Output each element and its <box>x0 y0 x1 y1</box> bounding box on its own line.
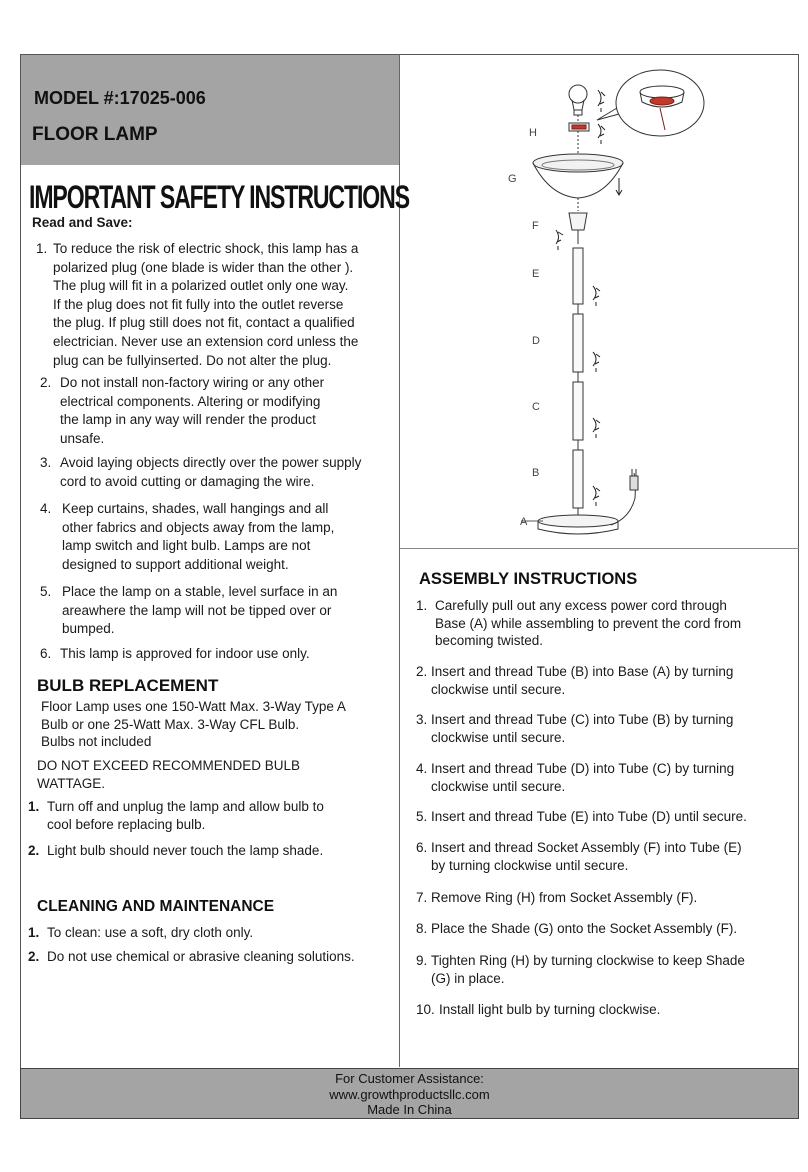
item-line: Turn off and unplug the lamp and allow bulb to <box>47 799 324 814</box>
safety-item <box>40 583 390 639</box>
step-line: clockwise until secure. <box>431 729 566 745</box>
desc-line: Bulbs not included <box>41 734 152 749</box>
tube-c-icon <box>573 382 583 440</box>
assembly-step <box>416 920 786 938</box>
item-line: electrician. Never use an extension cord unless the <box>53 333 359 349</box>
desc-line: Bulb or one 25-Watt Max. 3-Way CFL Bulb. <box>41 716 300 732</box>
item-line: unsafe. <box>60 430 105 446</box>
assembly-heading: ASSEMBLY INSTRUCTIONS <box>419 570 638 588</box>
step-number: 3. <box>416 712 428 727</box>
item-line: To reduce the risk of electric shock, this lamp has a <box>53 241 359 256</box>
item-line: This lamp is approved for indoor use only. <box>60 646 310 661</box>
part-label-a: A <box>520 516 528 528</box>
desc-line: Floor Lamp uses one 150-Watt Max. 3-Way Type A <box>41 699 346 714</box>
assembly-step <box>416 663 786 698</box>
step-line: Base (A) while assembling to prevent the cord from <box>435 615 742 631</box>
item-number: 6. <box>40 646 52 661</box>
step-line: Insert and thread Tube (E) into Tube (D) until secure. <box>431 809 747 824</box>
rotate-arrow-icon <box>598 90 605 112</box>
step-number: 10. <box>416 1002 435 1017</box>
step-number: 8. <box>416 921 428 936</box>
item-line: other fabrics and objects away from the lamp, <box>62 519 335 535</box>
assembly-step <box>416 760 786 795</box>
item-line: electrical components. Altering or modifying <box>60 393 321 409</box>
bulb-description <box>41 698 391 751</box>
item-number: 2. <box>40 375 52 390</box>
item-line: cool before replacing bulb. <box>47 816 206 832</box>
item-line: To clean: use a soft, dry cloth only. <box>47 925 254 940</box>
step-number: 6. <box>416 840 428 855</box>
assembly-step <box>416 839 786 874</box>
footer-assistance: For Customer Assistance: <box>335 1071 484 1086</box>
step-line: Insert and thread Socket Assembly (F) into Tube (E) <box>431 840 742 855</box>
step-number: 7. <box>416 890 428 905</box>
part-label-c: C <box>532 401 540 413</box>
plug-icon <box>630 469 638 490</box>
safety-title: IMPORTANT SAFETY INSTRUCTIONS <box>29 179 409 215</box>
step-line: Tighten Ring (H) by turning clockwise to keep Shade <box>431 953 745 968</box>
rotate-arrow-icon <box>556 230 563 250</box>
step-number: 1. <box>416 598 428 613</box>
part-label-e: E <box>532 268 540 280</box>
ring-h-icon <box>569 123 589 131</box>
step-number: 2. <box>416 664 428 679</box>
item-number: 1. <box>28 925 40 940</box>
item-number: 5. <box>40 584 52 599</box>
cleaning-item <box>28 924 388 943</box>
item-line: If the plug does not fit fully into the outlet reverse <box>53 296 344 312</box>
read-and-save: Read and Save: <box>32 215 133 230</box>
item-number: 2. <box>28 949 40 964</box>
item-line: Avoid laying objects directly over the power supply <box>60 455 362 470</box>
step-line: Carefully pull out any excess power cord through <box>435 598 727 613</box>
step-line: Install light bulb by turning clockwise. <box>439 1002 661 1017</box>
step-line: Insert and thread Tube (B) into Base (A) by turning <box>431 664 734 679</box>
item-number: 1. <box>36 241 48 256</box>
item-line: plug can be fullyinserted. Do not alter the plug. <box>53 352 332 368</box>
assembly-step <box>416 808 786 826</box>
tube-d-icon <box>573 314 583 372</box>
item-number: 4. <box>40 501 52 516</box>
down-arrow-icon <box>616 178 622 195</box>
step-line: Insert and thread Tube (C) into Tube (B) by turning <box>431 712 734 727</box>
assembly-step <box>416 711 786 746</box>
step-line: Place the Shade (G) onto the Socket Assembly (F). <box>431 921 738 936</box>
bulb-wattage-warning <box>37 757 387 792</box>
lamp-assembly-diagram <box>505 68 715 548</box>
product-name: FLOOR LAMP <box>32 124 158 145</box>
item-line: the lamp in any way will render the product <box>60 412 316 428</box>
item-line: designed to support additional weight. <box>62 556 289 572</box>
tube-b-icon <box>573 450 583 508</box>
safety-item <box>40 454 390 491</box>
assembly-step <box>416 889 786 907</box>
item-line: Keep curtains, shades, wall hangings and all <box>62 501 329 516</box>
part-label-h: H <box>529 127 537 139</box>
step-line: becoming twisted. <box>435 633 544 648</box>
bulb-replacement-heading: BULB REPLACEMENT <box>37 676 219 695</box>
step-line: Remove Ring (H) from Socket Assembly (F). <box>431 890 698 905</box>
item-line: areawhere the lamp will not be tipped over or <box>62 602 332 618</box>
part-label-g: G <box>508 173 517 185</box>
diagram-divider <box>400 548 799 549</box>
customer-assistance-footer <box>20 1068 799 1119</box>
assembly-step <box>416 1001 786 1019</box>
part-label-b: B <box>532 467 540 479</box>
cleaning-heading: CLEANING AND MAINTENANCE <box>37 898 275 915</box>
safety-item <box>40 500 390 574</box>
step-number: 4. <box>416 761 428 776</box>
cleaning-item <box>28 948 393 967</box>
step-number: 5. <box>416 809 428 824</box>
tube-e-icon <box>573 248 583 304</box>
header-banner <box>21 55 399 165</box>
item-line: Light bulb should never touch the lamp shade. <box>47 843 324 858</box>
item-line: polarized plug (one blade is wider than the other ). <box>53 259 354 275</box>
safety-item <box>40 374 390 448</box>
rotate-arrow-icon <box>598 124 605 144</box>
item-line: cord to avoid cutting or damaging the wire. <box>60 473 315 489</box>
light-bulb-icon <box>569 85 587 115</box>
base-icon <box>538 515 618 534</box>
item-line: Do not use chemical or abrasive cleaning solutions. <box>47 949 355 964</box>
rotate-arrow-icon <box>593 352 600 372</box>
step-line: by turning clockwise until secure. <box>431 857 629 873</box>
assembly-step <box>416 597 786 650</box>
model-number: MODEL #:17025-006 <box>34 88 206 108</box>
rotate-arrow-icon <box>593 486 600 506</box>
warning-line: DO NOT EXCEED RECOMMENDED BULB <box>37 758 301 773</box>
assembly-step <box>416 952 786 987</box>
item-line: The plug will fit in a polarized outlet only one way. <box>53 278 349 294</box>
safety-item <box>40 645 390 664</box>
bulb-item <box>28 798 388 833</box>
item-number: 3. <box>40 455 52 470</box>
rotate-arrow-icon <box>593 418 600 438</box>
step-line: Insert and thread Tube (D) into Tube (C) by turning <box>431 761 735 776</box>
item-line: Do not install non-factory wiring or any other <box>60 375 325 390</box>
footer-website: www.growthproductsllc.com <box>329 1086 490 1102</box>
part-label-f: F <box>532 220 539 232</box>
item-line: lamp switch and light bulb. Lamps are not <box>62 538 311 554</box>
part-label-d: D <box>532 335 540 347</box>
item-number: 2. <box>28 843 40 858</box>
safety-item <box>36 240 388 370</box>
bulb-item <box>28 842 388 861</box>
footer-origin: Made In China <box>367 1102 452 1117</box>
lamp-shade-icon <box>533 154 623 198</box>
item-line: bumped. <box>62 621 115 637</box>
step-line: clockwise until secure. <box>431 778 566 794</box>
warning-line: WATTAGE. <box>37 775 105 791</box>
socket-assembly-icon <box>569 213 587 230</box>
step-number: 9. <box>416 953 428 968</box>
step-line: clockwise until secure. <box>431 681 566 697</box>
socket-detail-icon <box>640 86 684 130</box>
item-number: 1. <box>28 799 40 814</box>
step-line: (G) in place. <box>431 970 505 986</box>
item-line: the plug. If plug still does not fit, contact a qualified <box>53 315 355 331</box>
callout-pointer <box>597 108 619 120</box>
item-line: Place the lamp on a stable, level surface in an <box>62 584 338 599</box>
rotate-arrow-icon <box>593 286 600 306</box>
